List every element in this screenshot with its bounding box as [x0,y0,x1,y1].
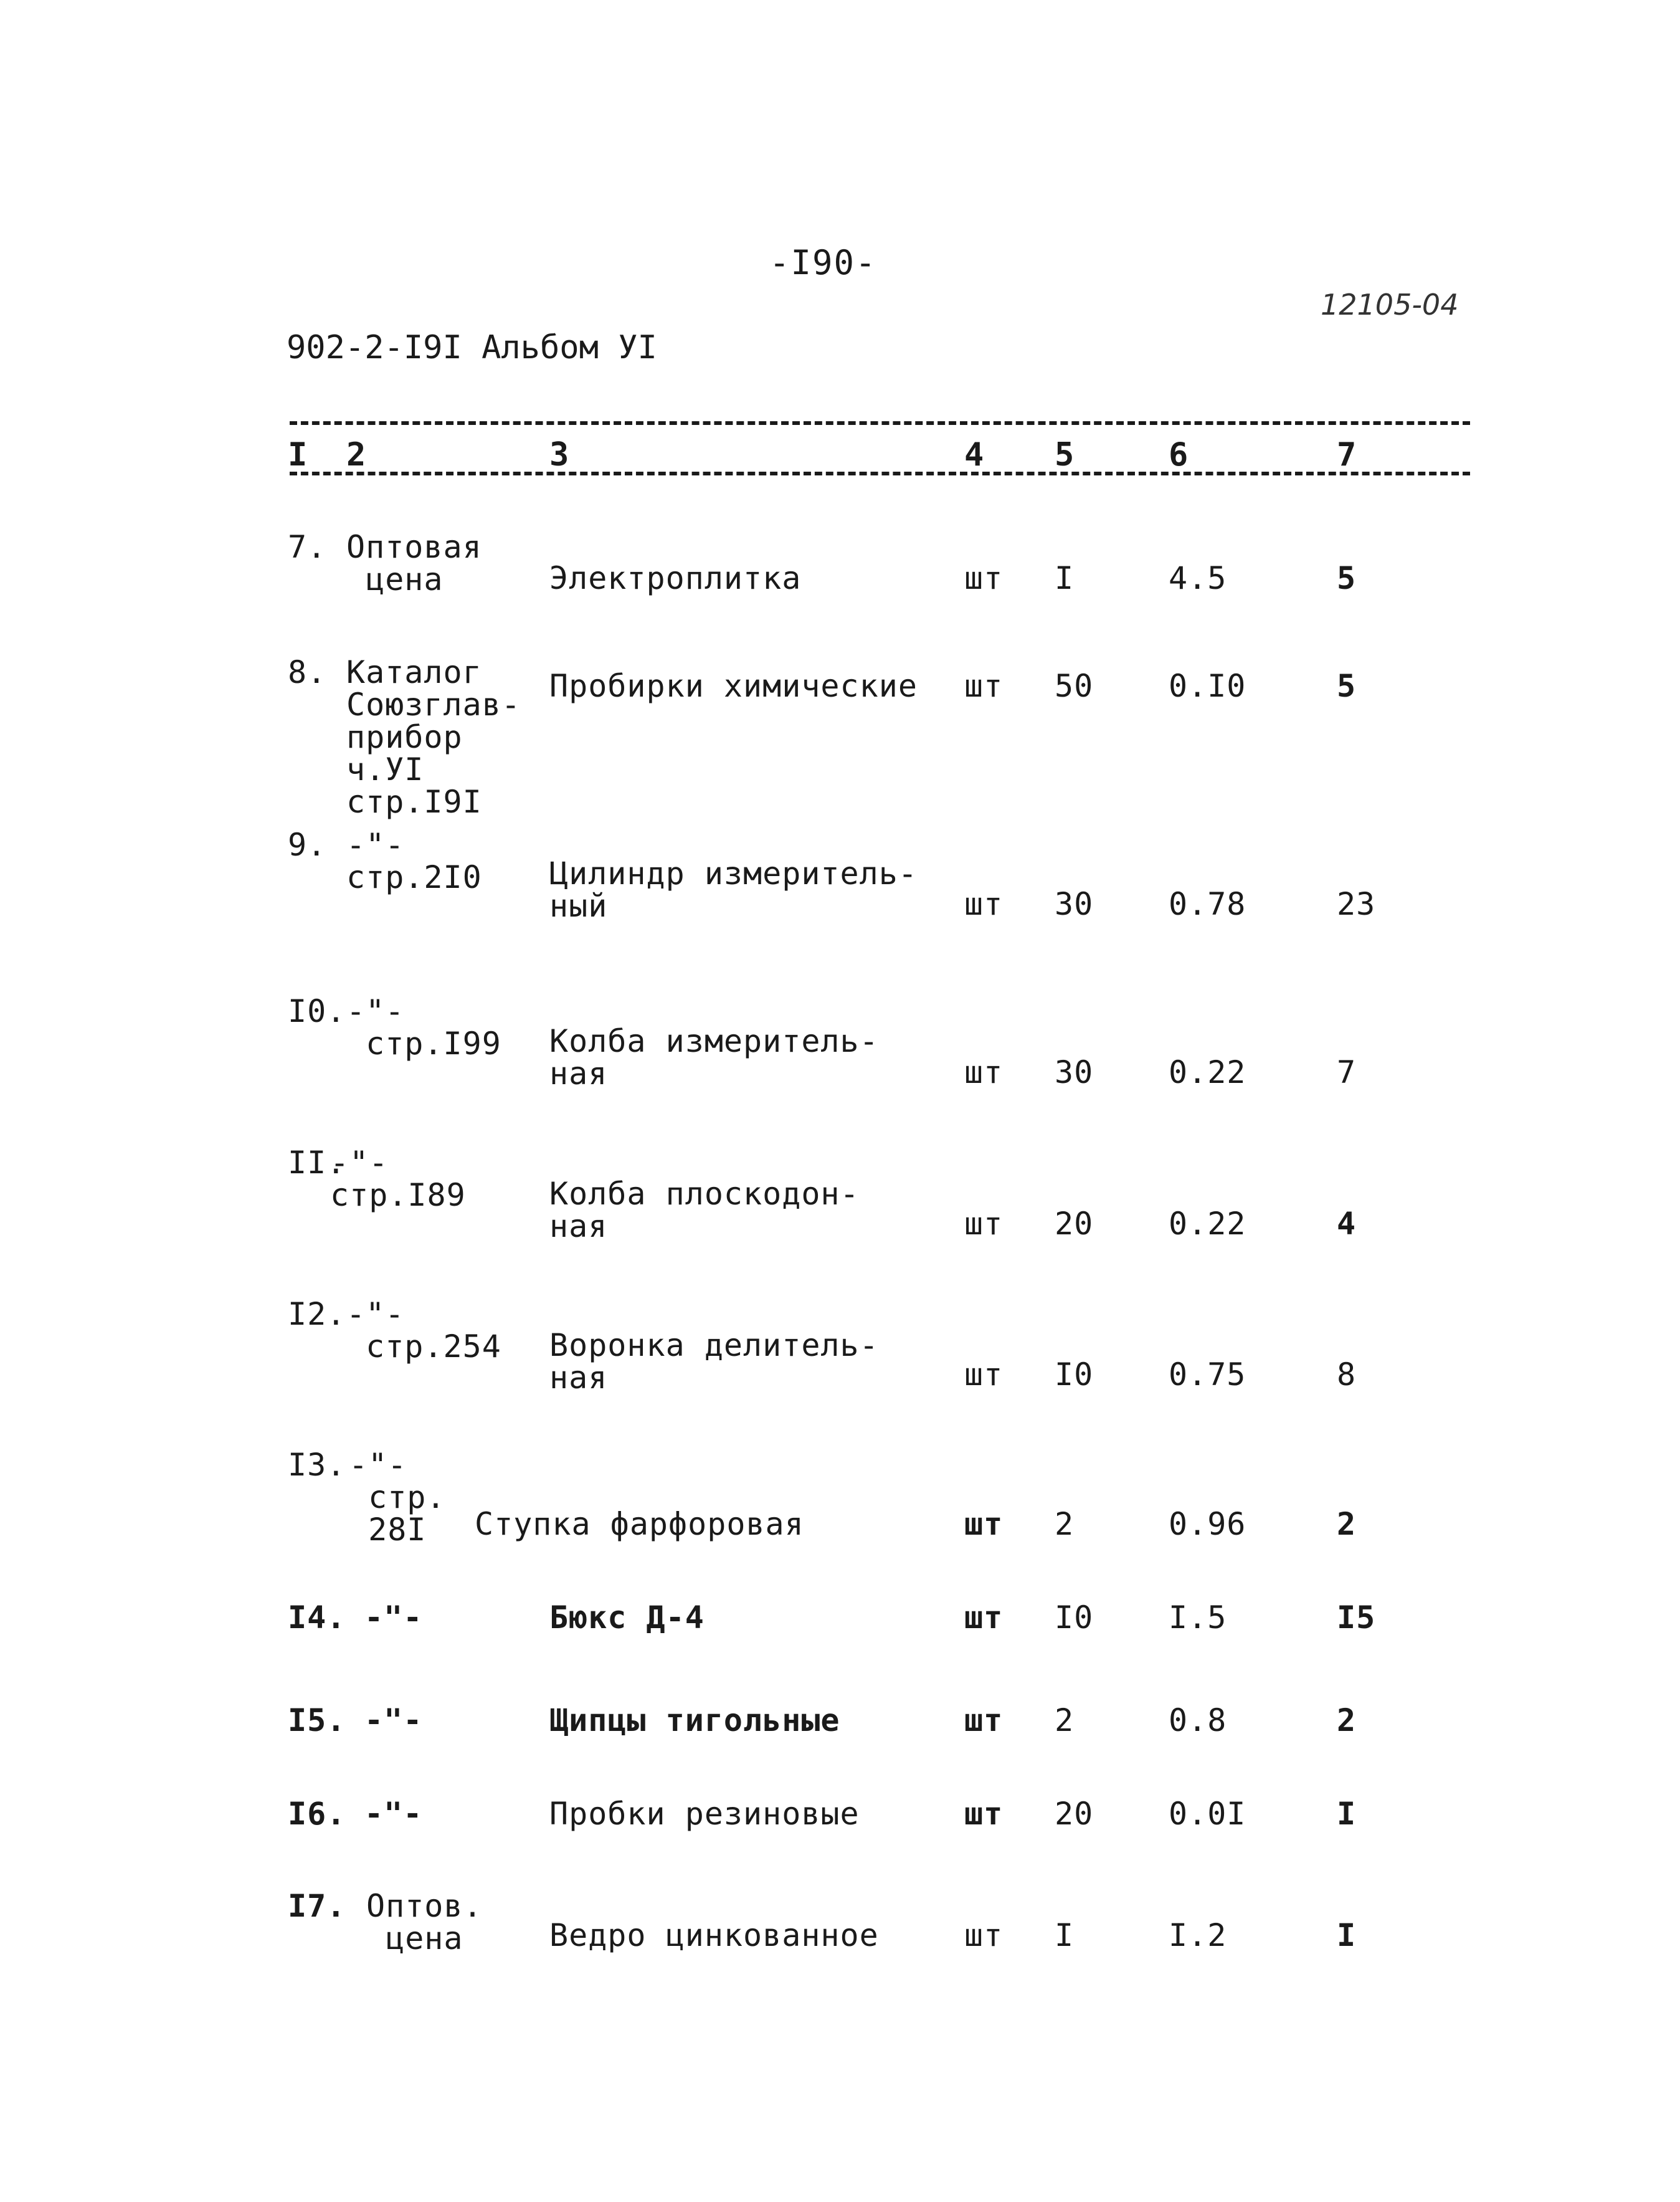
row-number: I7. [288,1888,346,1924]
row-price: I.2 [1169,1917,1227,1953]
row-unit: шт [964,1506,1004,1542]
row-source: -"- стр.I89 [330,1145,466,1213]
row-sum: 23 [1337,886,1376,922]
row-item: Электроплитка [549,560,802,596]
row-number: I3. [288,1447,346,1483]
row-sum: 4 [1337,1206,1357,1242]
row-sum: 7 [1337,1054,1357,1090]
row-qty: 20 [1055,1206,1094,1242]
row-qty: 30 [1055,1054,1094,1090]
row-qty: 30 [1055,886,1094,922]
column-header-3: 3 [549,436,569,474]
row-sum: 5 [1337,560,1357,596]
column-header-2: 2 [346,436,366,474]
row-qty: I [1055,1917,1075,1953]
row-item: Колба плоскодон- ная [549,1176,860,1244]
row-sum: 2 [1337,1506,1357,1542]
row-source: -"- [364,1599,423,1636]
row-source: -"- [364,1796,423,1832]
row-source: -"- стр.I99 [346,993,501,1062]
row-number: 8. [288,654,327,690]
row-qty: I [1055,560,1075,596]
column-header-1: I [288,436,308,474]
row-number: I2. [288,1296,346,1332]
row-sum: 5 [1337,668,1357,704]
row-item: Ведро цинкованное [549,1917,879,1953]
row-number: 9. [288,827,327,863]
row-number: I0. [288,993,346,1029]
row-price: 0.78 [1169,886,1246,922]
row-unit: шт [964,560,1004,596]
row-sum: 8 [1337,1356,1357,1393]
header-bottom-rule [290,472,1470,475]
row-price: 0.75 [1169,1356,1246,1393]
row-qty: I0 [1055,1356,1094,1393]
row-qty: 2 [1055,1702,1075,1738]
column-header-5: 5 [1055,436,1075,474]
row-unit: шт [964,1599,1004,1636]
row-price: I.5 [1169,1599,1227,1636]
row-item: Пробки резиновые [549,1796,860,1832]
row-unit: шт [964,1702,1004,1738]
row-unit: шт [964,1796,1004,1832]
document-id: 902-2-I9I Альбом УI [287,329,657,366]
row-item: Пробирки химические [549,668,918,704]
row-item: Цилиндр измеритель- ный [549,856,918,924]
row-source: -"- стр. 28I [349,1447,446,1548]
column-header-7: 7 [1337,436,1357,474]
archive-stamp: 12105-04 [1321,288,1459,322]
row-unit: шт [964,1206,1004,1242]
column-header-4: 4 [964,436,984,474]
row-qty: 20 [1055,1796,1094,1832]
row-sum: I [1337,1917,1357,1953]
row-price: 0.I0 [1169,668,1246,704]
row-source: Оптов. цена [366,1888,483,1957]
row-price: 0.8 [1169,1702,1227,1738]
row-item: Ступка фарфоровая [475,1506,804,1542]
row-source: -"- [364,1702,423,1738]
row-unit: шт [964,668,1004,704]
row-sum: I [1337,1796,1357,1832]
column-header-6: 6 [1169,436,1189,474]
row-qty: 50 [1055,668,1094,704]
header-top-rule [290,421,1470,425]
row-unit: шт [964,1917,1004,1953]
row-unit: шт [964,1356,1004,1393]
row-price: 0.22 [1169,1054,1246,1090]
row-source: Каталог Союзглав- прибор ч.УI стр.I9I [346,654,521,820]
row-number: I4. [288,1599,346,1636]
row-sum: 2 [1337,1702,1357,1738]
row-unit: шт [964,886,1004,922]
row-number: II. [288,1145,346,1181]
row-number: 7. [288,529,327,565]
row-item: Колба измеритель- ная [549,1023,879,1092]
row-price: 4.5 [1169,560,1227,596]
row-price: 0.22 [1169,1206,1246,1242]
row-item: Щипцы тигольные [549,1702,840,1738]
row-unit: шт [964,1054,1004,1090]
row-qty: 2 [1055,1506,1075,1542]
row-source: -"- стр.2I0 [346,827,482,895]
page-number: -I90- [769,243,877,282]
row-item: Бюкс Д-4 [549,1599,705,1636]
row-number: I6. [288,1796,346,1832]
row-source: Оптовая цена [346,529,482,598]
row-price: 0.96 [1169,1506,1246,1542]
row-source: -"- стр.254 [346,1296,501,1365]
row-qty: I0 [1055,1599,1094,1636]
row-number: I5. [288,1702,346,1738]
row-price: 0.0I [1169,1796,1246,1832]
row-item: Воронка делитель- ная [549,1327,879,1396]
row-sum: I5 [1337,1599,1376,1636]
